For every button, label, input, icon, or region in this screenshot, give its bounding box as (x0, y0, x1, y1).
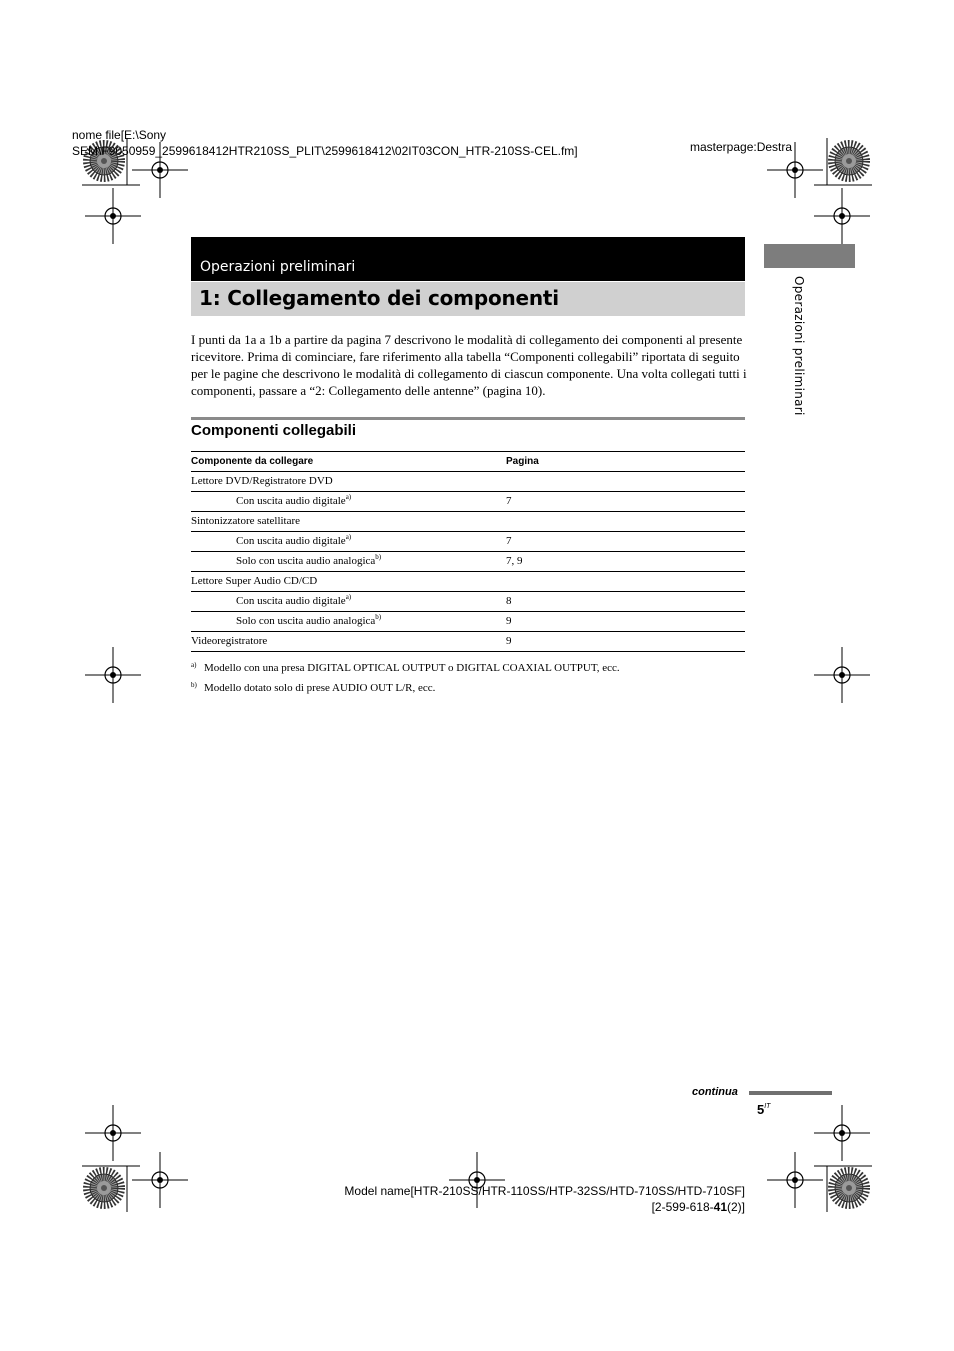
doc-code-prefix: [2-599-618- (651, 1200, 714, 1214)
table-header-row (191, 452, 745, 472)
row-note: a) (345, 533, 352, 541)
doc-code-line (316, 1199, 745, 1215)
doc-code-suffix: (2)] (727, 1200, 745, 1214)
row-note: a) (345, 593, 352, 601)
continua-bar (749, 1091, 832, 1095)
row-page: 7 (506, 495, 512, 507)
file-name-header (72, 127, 578, 159)
file-path-line-1: nome file[E:\Sony (72, 128, 167, 142)
masterpage-label: masterpage:Destra (690, 140, 793, 154)
column-header-component: Componente da collegare (191, 456, 314, 467)
row-label: Con uscita audio digitale (236, 495, 346, 507)
file-path-line-2: SEM\F9050959_2599618412HTR210SS_PLIT\2599618412\02IT03CON_HTR-210SS-CEL.fm] (72, 144, 578, 158)
table-row (191, 492, 745, 512)
row-label: Lettore DVD/Registratore DVD (191, 475, 333, 487)
row-label: Videoregistratore (191, 635, 268, 647)
table-row (191, 592, 745, 612)
table-row (191, 572, 745, 592)
model-name-line: Model name[HTR-210SS/HTR-110SS/HTP-32SS/HTD-710SS/HTD-710SF] (344, 1184, 745, 1198)
doc-code-bold: 41 (713, 1200, 727, 1214)
row-label: Sintonizzatore satellitare (191, 515, 301, 527)
table-row (191, 632, 745, 652)
row-label: Solo con uscita audio analogica (236, 555, 376, 567)
page-title: 1: Collegamento dei componenti (199, 286, 559, 310)
footnote-text: Modello dotato solo di prese AUDIO OUT L/R, ecc. (204, 682, 436, 694)
page-number-suffix: IT (764, 1103, 771, 1110)
row-note: a) (345, 493, 352, 501)
components-table (191, 451, 745, 652)
table-row (191, 472, 745, 492)
row-page: 7 (506, 535, 512, 547)
page-number (757, 1102, 770, 1117)
footnote-mark: a) (191, 661, 197, 669)
footnote-a (191, 657, 620, 677)
table-row (191, 512, 745, 532)
table-row (191, 612, 745, 632)
column-header-page: Pagina (506, 456, 539, 467)
row-page: 8 (506, 595, 512, 607)
row-label: Con uscita audio digitale (236, 535, 346, 547)
row-label: Lettore Super Audio CD/CD (191, 575, 318, 587)
footnotes (191, 657, 620, 697)
continua-label: continua (692, 1086, 738, 1098)
page-number-value: 5 (757, 1102, 765, 1117)
row-note: b) (375, 613, 382, 621)
table-row (191, 552, 745, 572)
intro-paragraph: I punti da 1a a 1b a partire da pagina 7 descrivono le modalità di collegamento dei componenti al presente ricevitore. Prima di cominciare, fare riferimento alla tabella “Componenti collegabili” riportata di seguito per le pagine che descrivono le modalità di collegamento di ciascun componente. Una volta collegati tutti i componenti, passare a “2: Collegamento delle antenne” (pagina 10). (191, 332, 747, 398)
table-row (191, 532, 745, 552)
row-label: Con uscita audio digitale (236, 595, 346, 607)
row-page: 7, 9 (506, 555, 523, 567)
subsection-rule (191, 417, 745, 420)
footnote-b (191, 677, 620, 697)
section-label: Operazioni preliminari (200, 259, 356, 275)
subsection-title: Componenti collegabili (191, 422, 357, 439)
footnote-mark: b) (191, 681, 197, 689)
row-page: 9 (506, 615, 512, 627)
footnote-text: Modello con una presa DIGITAL OPTICAL OUTPUT o DIGITAL COAXIAL OUTPUT, ecc. (204, 662, 620, 674)
row-label: Solo con uscita audio analogica (236, 615, 376, 627)
row-page: 9 (506, 635, 512, 647)
side-tab-label: Operazioni preliminari (792, 276, 806, 416)
side-tab-marker (764, 244, 855, 268)
row-note: b) (375, 553, 382, 561)
model-info (316, 1183, 745, 1215)
